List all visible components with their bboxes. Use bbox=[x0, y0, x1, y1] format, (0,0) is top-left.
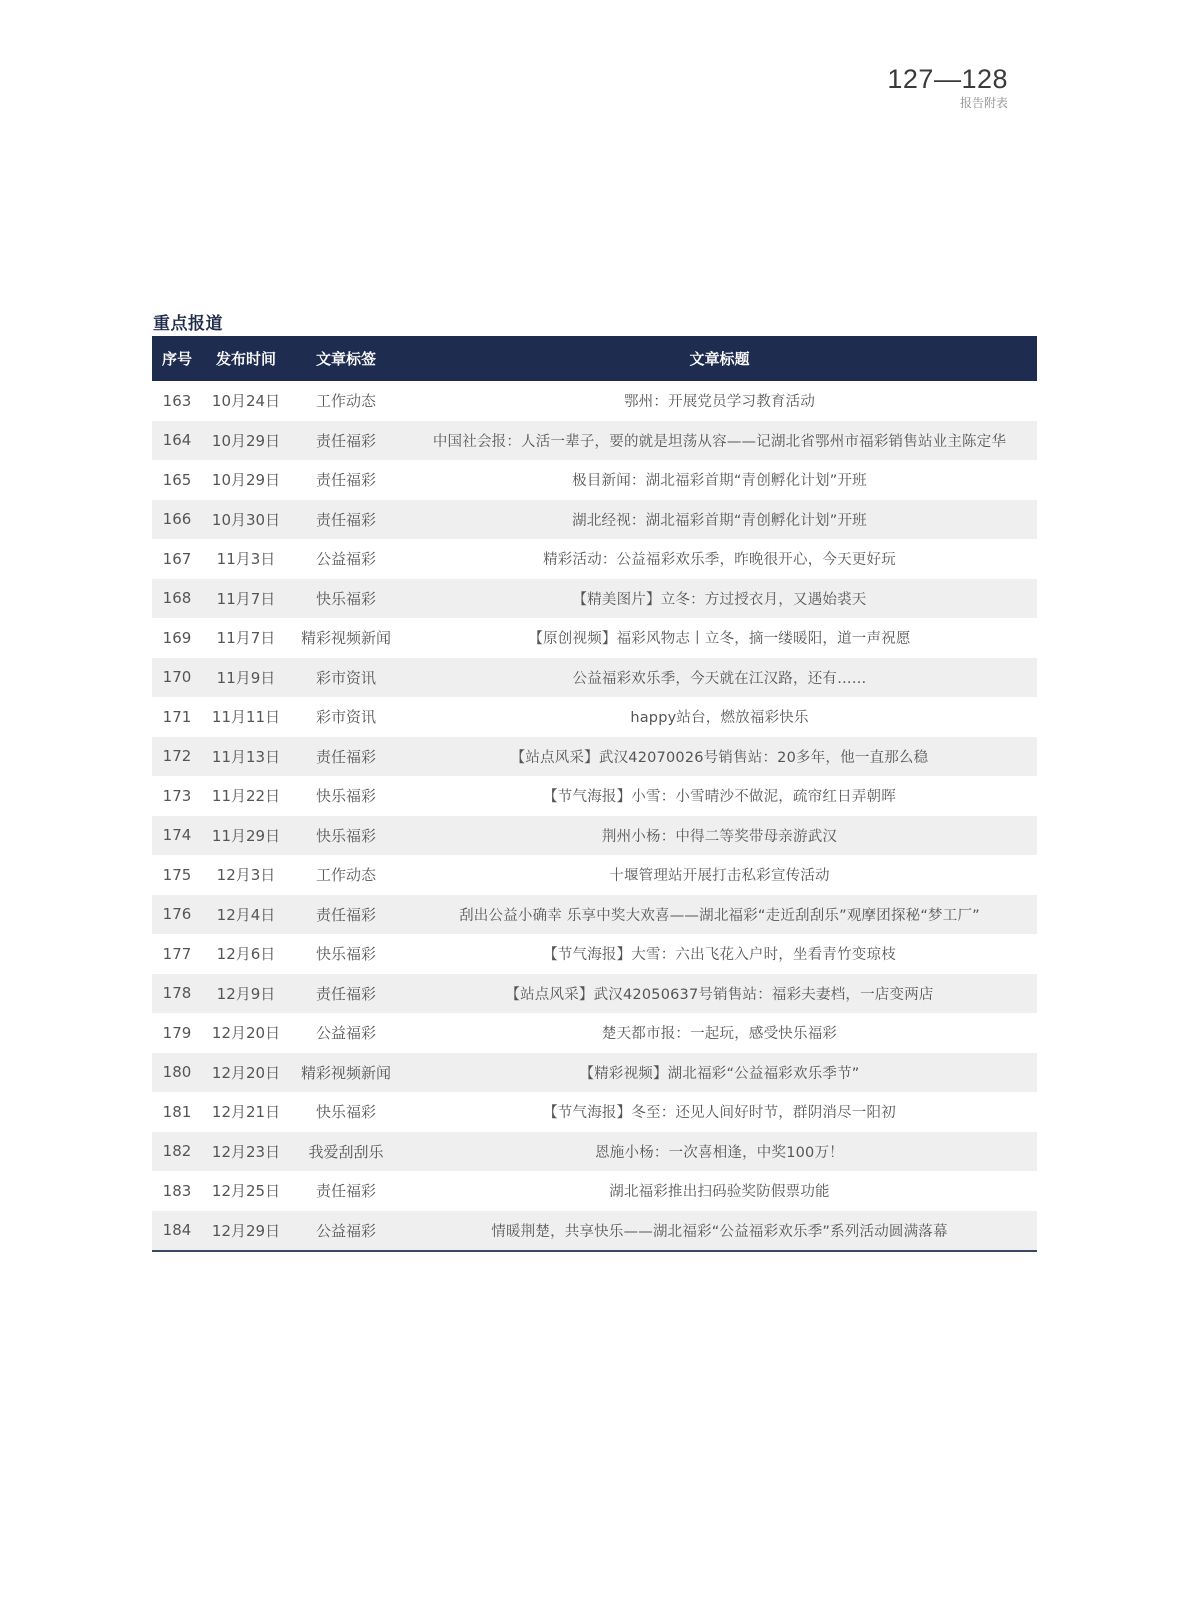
cell-tag: 公益福彩 bbox=[315, 550, 376, 569]
table-row bbox=[152, 895, 1037, 935]
cell-date: 12月3日 bbox=[216, 866, 276, 885]
cell-title: 楚天都市报：一起玩，感受快乐福彩 bbox=[601, 1026, 838, 1043]
cell-tag: 责任福彩 bbox=[290, 737, 402, 777]
table-row bbox=[152, 1211, 1037, 1252]
cell-title: 【节气海报】冬至：还见人间好时节，群阴消尽一阳初 bbox=[543, 1105, 896, 1122]
cell-tag: 责任福彩 bbox=[290, 974, 402, 1014]
cell-date: 11月13日 bbox=[202, 737, 290, 777]
page-number: 127—128 bbox=[887, 64, 1008, 94]
page-header bbox=[887, 64, 1008, 111]
cell-tag: 彩市资讯 bbox=[290, 658, 402, 698]
cell-title: 公益福彩欢乐季，今天就在江汉路，还有…… bbox=[402, 658, 1037, 698]
table-row bbox=[152, 855, 1037, 895]
table-row bbox=[152, 934, 1037, 974]
table-row bbox=[152, 776, 1037, 816]
cell-tag: 快乐福彩 bbox=[290, 816, 402, 856]
cell-date: 12月29日 bbox=[202, 1211, 290, 1252]
cell-tag: 工作动态 bbox=[315, 866, 376, 885]
cell-index: 172 bbox=[152, 737, 202, 777]
table-row bbox=[152, 1013, 1037, 1053]
column-header-title: 文章标题 bbox=[402, 336, 1037, 381]
cell-title: 【精彩视频】湖北福彩“公益福彩欢乐季节” bbox=[402, 1053, 1037, 1093]
cell-tag: 快乐福彩 bbox=[315, 787, 376, 806]
table-row bbox=[152, 816, 1037, 856]
cell-tag: 公益福彩 bbox=[315, 1024, 376, 1043]
cell-index: 178 bbox=[152, 974, 202, 1014]
cell-index: 163 bbox=[162, 391, 192, 410]
cell-title: 十堰管理站开展打击私彩宣传活动 bbox=[609, 868, 830, 885]
cell-date: 12月20日 bbox=[211, 1024, 281, 1043]
table-row bbox=[152, 421, 1037, 461]
cell-date: 10月29日 bbox=[211, 471, 281, 490]
table-row bbox=[152, 737, 1037, 777]
cell-title: 荆州小杨：中得二等奖带母亲游武汉 bbox=[402, 816, 1037, 856]
cell-title: 【原创视频】福彩风物志丨立冬，摘一缕暖阳，道一声祝愿 bbox=[528, 631, 911, 648]
cell-title: 恩施小杨：一次喜相逢，中奖100万！ bbox=[402, 1132, 1037, 1172]
cell-title: 中国社会报：人活一辈子，要的就是坦荡从容——记湖北省鄂州市福彩销售站业主陈定华 bbox=[402, 421, 1037, 461]
cell-title: 湖北经视：湖北福彩首期“青创孵化计划”开班 bbox=[402, 500, 1037, 540]
cell-date: 12月4日 bbox=[202, 895, 290, 935]
table-header bbox=[152, 336, 1037, 381]
table-row bbox=[152, 658, 1037, 698]
cell-tag: 快乐福彩 bbox=[290, 579, 402, 619]
cell-index: 174 bbox=[152, 816, 202, 856]
cell-index: 169 bbox=[162, 628, 192, 647]
cell-tag: 快乐福彩 bbox=[315, 945, 376, 964]
cell-tag: 责任福彩 bbox=[290, 421, 402, 461]
cell-index: 184 bbox=[152, 1211, 202, 1252]
cell-tag: 责任福彩 bbox=[315, 471, 376, 490]
cell-title: 【站点风采】武汉42050637号销售站：福彩夫妻档，一店变两店 bbox=[402, 974, 1037, 1014]
table-row bbox=[152, 974, 1037, 1014]
cell-title: 情暖荆楚，共享快乐——湖北福彩“公益福彩欢乐季”系列活动圆满落幕 bbox=[402, 1211, 1037, 1252]
cell-tag: 彩市资讯 bbox=[315, 708, 376, 727]
cell-index: 170 bbox=[152, 658, 202, 698]
cell-index: 181 bbox=[162, 1102, 192, 1121]
cell-index: 183 bbox=[162, 1181, 192, 1200]
cell-date: 12月25日 bbox=[211, 1182, 281, 1201]
table-row bbox=[152, 500, 1037, 540]
cell-title: 鄂州：开展党员学习教育活动 bbox=[623, 394, 816, 411]
cell-index: 180 bbox=[152, 1053, 202, 1093]
cell-title: 【节气海报】小雪：小雪晴沙不做泥，疏帘红日弄朝晖 bbox=[543, 789, 896, 806]
cell-date: 11月9日 bbox=[202, 658, 290, 698]
cell-date: 10月29日 bbox=[202, 421, 290, 461]
table-header-row bbox=[152, 336, 1037, 381]
cell-date: 11月11日 bbox=[211, 708, 281, 727]
cell-title: 刮出公益小确幸 乐享中奖大欢喜——湖北福彩“走近刮刮乐”观摩团探秘“梦工厂” bbox=[402, 895, 1037, 935]
cell-date: 12月21日 bbox=[211, 1103, 281, 1122]
cell-date: 12月9日 bbox=[202, 974, 290, 1014]
table-row bbox=[152, 1053, 1037, 1093]
cell-index: 175 bbox=[162, 865, 192, 884]
cell-tag: 快乐福彩 bbox=[315, 1103, 376, 1122]
table-row bbox=[152, 381, 1037, 421]
cell-index: 167 bbox=[162, 549, 192, 568]
column-header-index: 序号 bbox=[152, 336, 202, 381]
table-body bbox=[152, 381, 1037, 1251]
cell-tag: 责任福彩 bbox=[290, 895, 402, 935]
page-subtitle: 报告附表 bbox=[959, 96, 1008, 110]
cell-title: 极目新闻：湖北福彩首期“青创孵化计划”开班 bbox=[572, 473, 867, 490]
cell-title: happy站台，燃放福彩快乐 bbox=[630, 710, 809, 727]
table-row bbox=[152, 539, 1037, 579]
cell-index: 173 bbox=[162, 786, 192, 805]
cell-tag: 我爱刮刮乐 bbox=[290, 1132, 402, 1172]
cell-index: 168 bbox=[152, 579, 202, 619]
column-header-date: 发布时间 bbox=[202, 336, 290, 381]
cell-index: 164 bbox=[152, 421, 202, 461]
cell-index: 176 bbox=[152, 895, 202, 935]
cell-index: 182 bbox=[152, 1132, 202, 1172]
cell-title: 【节气海报】大雪：六出飞花入户时，坐看青竹变琼枝 bbox=[543, 947, 896, 964]
section-title: 重点报道 bbox=[153, 314, 223, 334]
table-row bbox=[152, 697, 1037, 737]
cell-index: 179 bbox=[162, 1023, 192, 1042]
cell-date: 10月24日 bbox=[211, 392, 281, 411]
cell-tag: 责任福彩 bbox=[290, 500, 402, 540]
table-row bbox=[152, 618, 1037, 658]
cell-index: 171 bbox=[162, 707, 192, 726]
cell-date: 11月7日 bbox=[216, 629, 276, 648]
cell-tag: 责任福彩 bbox=[315, 1182, 376, 1201]
table-row bbox=[152, 460, 1037, 500]
report-table bbox=[152, 336, 1037, 1252]
cell-title: 精彩活动：公益福彩欢乐季，昨晚很开心，今天更好玩 bbox=[543, 552, 896, 569]
cell-date: 12月20日 bbox=[202, 1053, 290, 1093]
cell-date: 11月7日 bbox=[202, 579, 290, 619]
table-row bbox=[152, 1092, 1037, 1132]
cell-tag: 精彩视频新闻 bbox=[300, 629, 391, 648]
cell-title: 【精美图片】立冬：方过授衣月，又遇始裘天 bbox=[402, 579, 1037, 619]
table-row bbox=[152, 579, 1037, 619]
column-header-tag: 文章标签 bbox=[290, 336, 402, 381]
cell-date: 12月6日 bbox=[216, 945, 276, 964]
cell-title: 【站点风采】武汉42070026号销售站：20多年，他一直那么稳 bbox=[402, 737, 1037, 777]
cell-date: 10月30日 bbox=[202, 500, 290, 540]
table-row bbox=[152, 1171, 1037, 1211]
cell-tag: 工作动态 bbox=[315, 392, 376, 411]
table-row bbox=[152, 1132, 1037, 1172]
cell-tag: 精彩视频新闻 bbox=[290, 1053, 402, 1093]
cell-date: 11月3日 bbox=[216, 550, 276, 569]
cell-date: 12月23日 bbox=[202, 1132, 290, 1172]
cell-index: 177 bbox=[162, 944, 192, 963]
cell-index: 165 bbox=[162, 470, 192, 489]
cell-title: 湖北福彩推出扫码验奖防假票功能 bbox=[609, 1184, 830, 1201]
cell-tag: 公益福彩 bbox=[290, 1211, 402, 1252]
cell-date: 11月22日 bbox=[211, 787, 281, 806]
cell-date: 11月29日 bbox=[202, 816, 290, 856]
cell-index: 166 bbox=[152, 500, 202, 540]
